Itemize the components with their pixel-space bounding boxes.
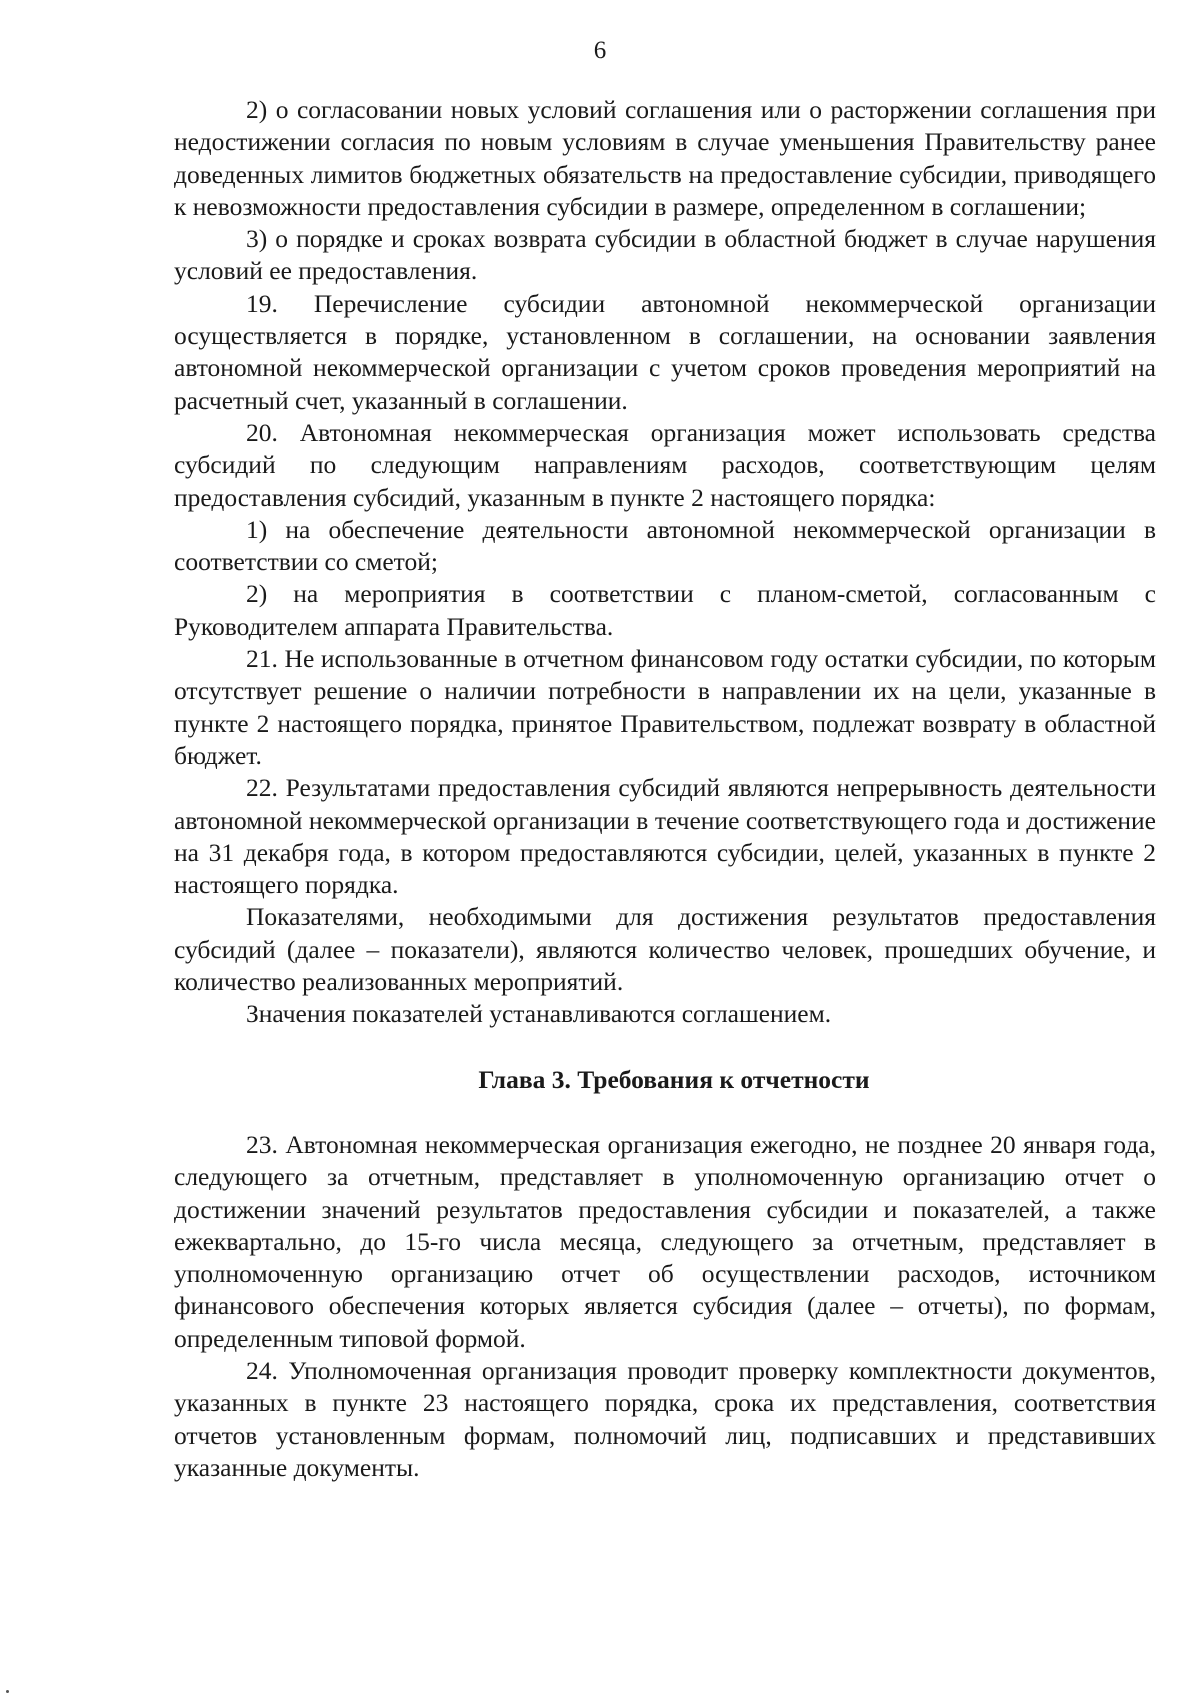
document-body [174,94,1156,1484]
paragraph-indicator-values: Значения показателей устанавливаются соглашением. [246,999,832,1029]
paragraph-20-item-1: 1) на обеспечение деятельности автономной некоммерческой организации в соответствии со сметой; [174,514,1156,577]
chapter-heading: Глава 3. Требования к отчетности [478,1064,870,1094]
paragraph-19-transfer: 19. Перечисление субсидии автономной некоммерческой организации осуществляется в порядке, установленном в соглашении, на основании заявления автономной некоммерческой организации с учетом сроков проведения мероприятий на расчетный счет, указанный в соглашении. [174,288,1156,415]
paragraph-20-item-2: 2) на мероприятия в соответствии с планом-сметой, согласованным с Руководителем аппарата Правительства. [174,579,1156,641]
paragraph-21-unused-balances: 21. Не использованные в отчетном финансовом году остатки субсидии, по которым отсутствует решение о наличии потребности в направлении их на цели, указанные в пункте 2 настоящего порядка, принятое Правительством, подлежат возврату в областной бюджет. [174,644,1156,770]
paragraph-20-usage: 20. Автономная некоммерческая организация может использовать средства субсидий по следующим направлениям расходов, соответствующим целям предоставления субсидий, указанным в пункте 2 настоящего порядка: [174,417,1156,512]
paragraph-24-verification: 24. Уполномоченная организация проводит проверку комплектности документов, указанных в пункте 23 настоящего порядка, срока их представления, соответствия отчетов установленным формам, полномочий лиц, подписавших и представивших указанные документы. [174,1355,1156,1482]
paragraph-indicators: Показателями, необходимыми для достижения результатов предоставления субсидий (далее – показатели), являются количество человек, прошедших обучение, и количество реализованных мероприятий. [174,902,1156,997]
scan-margin-mark [6,1690,9,1693]
paragraph-2-agreement-terms: 2) о согласовании новых условий соглашения или о расторжении соглашения при недостижении согласия по новым условиям в случае уменьшения Правительству ранее доведенных лимитов бюджетных обязательств на предоставление субсидии, приводящего к невозможности предоставления субсидии в размере, определенном в соглашении; [174,95,1156,221]
paragraph-3-refund-procedure: 3) о порядке и сроках возврата субсидии в областной бюджет в случае нарушения условий ее предоставления. [174,224,1156,286]
paragraph-23-reports: 23. Автономная некоммерческая организация ежегодно, не позднее 20 января года, следующего за отчетным, представляет в уполномоченную организацию отчет о достижении значений результатов предоставления субсидии и показателей, а также ежеквартально, до 15-го числа месяца, следующего за отчетным, представляет в уполномоченную организацию отчет об осуществлении расходов, источником финансового обеспечения которых является субсидия (далее – отчеты), по формам, определенным типовой формой. [174,1129,1156,1353]
page-number: 6 [593,37,607,64]
paragraph-22-results: 22. Результатами предоставления субсидий являются непрерывность деятельности автономной некоммерческой организации в течение соответствующего года и достижение на 31 декабря года, в котором предоставляются субсидии, целей, указанных в пункте 2 настоящего порядка. [174,773,1156,900]
